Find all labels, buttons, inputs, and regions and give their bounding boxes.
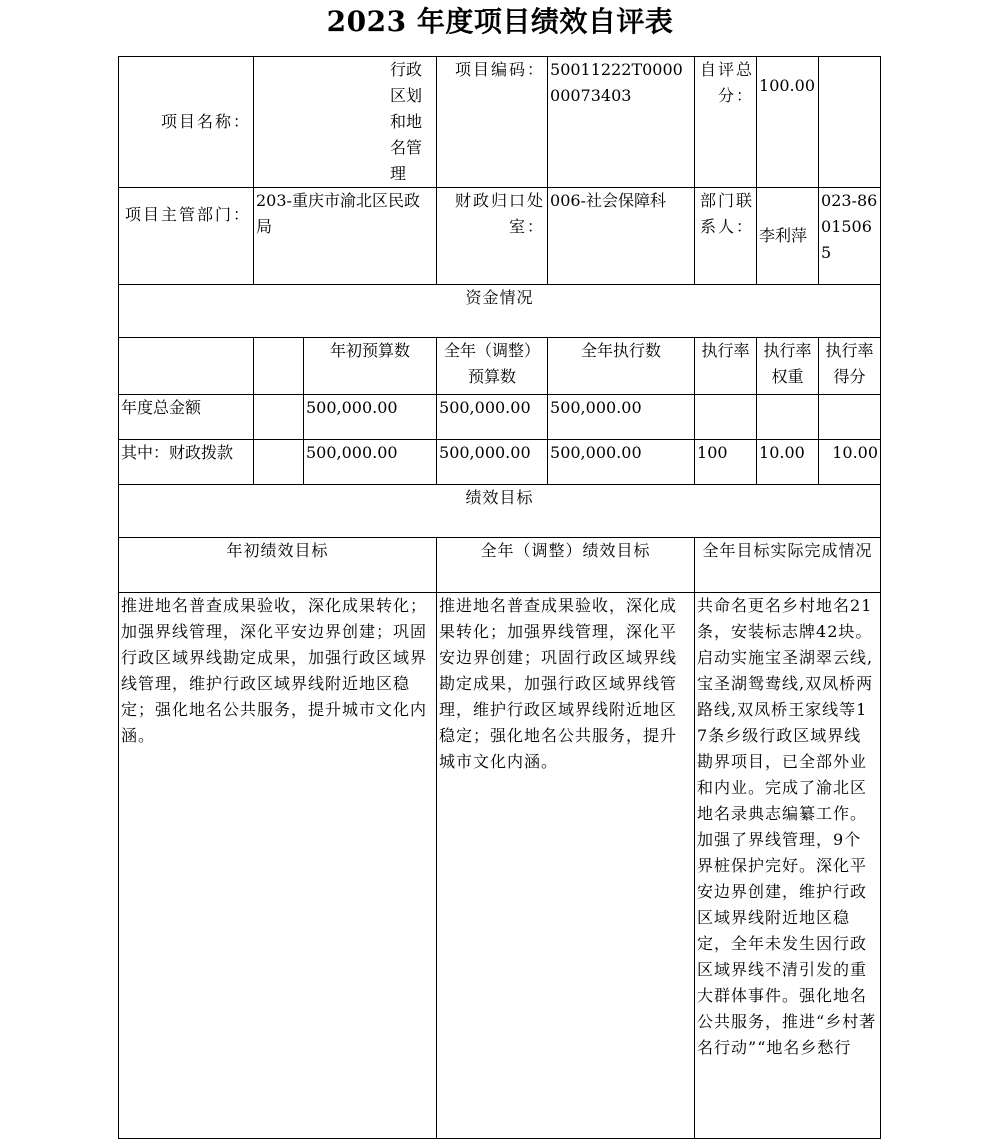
goals-body-row (119, 593, 881, 1139)
initial-budget-header: 年初预算数 (304, 338, 437, 395)
funds-row-executed: 500,000.00 (548, 395, 695, 440)
finance-office-label: 财政归口处室： (437, 188, 548, 285)
initial-goal-text: 推进地名普查成果验收，深化成果转化；加强界线管理，深化平安边界创建；巩固行政区域界线勘定成果，加强行政区域界线管理，维护行政区域界线附近地区稳定；强化地名公共服务，提升城市文化内涵。 (119, 593, 437, 1139)
funds-row-executed: 500,000.00 (548, 440, 695, 485)
page-title: 2023 年度项目绩效自评表 (326, 5, 674, 38)
executed-header: 全年执行数 (548, 338, 695, 395)
exec-rate-header: 执行率 (695, 338, 757, 395)
funds-section-title: 资金情况 (119, 285, 881, 338)
funds-row-rate: 100 (695, 440, 757, 485)
exec-score-header: 执行率得分 (819, 338, 881, 395)
finance-office-value: 006-社会保障科 (548, 188, 695, 285)
goals-header-row (119, 538, 881, 593)
empty-cell (819, 57, 881, 188)
funds-row-rate (695, 395, 757, 440)
dept-label: 项目主管部门： (119, 188, 254, 285)
adjusted-goal-header: 全年（调整）绩效目标 (437, 538, 695, 593)
funds-row-initial: 500,000.00 (304, 440, 437, 485)
contact-label: 部门联系人： (695, 188, 757, 285)
funds-row-label: 年度总金额 (119, 395, 254, 440)
funds-header-row (119, 338, 881, 395)
contact-value: 李利萍 (757, 188, 819, 285)
actual-goal-header: 全年目标实际完成情况 (695, 538, 881, 593)
info-row-1 (119, 57, 881, 188)
funds-header-blank-2 (254, 338, 304, 395)
initial-goal-header: 年初绩效目标 (119, 538, 437, 593)
self-score-label: 自评总分： (695, 57, 757, 188)
funds-row-weight: 10.00 (757, 440, 819, 485)
funds-row-blank (254, 395, 304, 440)
funds-row-label: 其中：财政拨款 (119, 440, 254, 485)
actual-goal-text: 共命名更名乡村地名21条，安装标志牌42块。启动实施宝圣湖翠云线,宝圣湖鸳鸯线,双凤桥两路线,双凤桥王家线等17条乡级行政区域界线勘界项目，已全部外业和内业。完成了渝北区地名录典志编纂工作。加强了界线管理，9个界桩保护完好。深化平安边界创建，维护行政区域界线附近地区稳定，全年未发生因行政区域界线不清引发的重大群体事件。强化地名公共服务，推进“乡村著名行动”“地名乡愁行 (695, 593, 881, 1139)
funds-row (119, 395, 881, 440)
adjusted-goal-text: 推进地名普查成果验收，深化成果转化；加强界线管理，深化平安边界创建；巩固行政区域界线勘定成果，加强行政区域界线管理，维护行政区域界线附近地区稳定；强化地名公共服务，提升城市文化内涵。 (437, 593, 695, 1139)
phone-value: 023-86015065 (819, 188, 881, 285)
funds-row-initial: 500,000.00 (304, 395, 437, 440)
funds-row-weight (757, 395, 819, 440)
exec-weight-header: 执行率权重 (757, 338, 819, 395)
funds-row-adjusted: 500,000.00 (437, 395, 548, 440)
project-code-value: 50011222T000000073403 (548, 57, 695, 188)
funds-row-blank (254, 440, 304, 485)
project-name-value: 行政区划和地名管理 (254, 57, 437, 188)
funds-header-blank (119, 338, 254, 395)
funds-row-adjusted: 500,000.00 (437, 440, 548, 485)
dept-value: 203-重庆市渝北区民政局 (254, 188, 437, 285)
funds-row (119, 440, 881, 485)
adjusted-budget-header: 全年（调整）预算数 (437, 338, 548, 395)
self-score-value: 100.00 (757, 57, 819, 188)
funds-row-score (819, 395, 881, 440)
evaluation-table (118, 56, 881, 1139)
info-row-2 (119, 188, 881, 285)
goals-section-title: 绩效目标 (119, 485, 881, 538)
project-code-label: 项目编码： (437, 57, 548, 188)
funds-section-row (119, 285, 881, 338)
funds-row-score: 10.00 (819, 440, 881, 485)
goals-section-row (119, 485, 881, 538)
project-name-label: 项目名称： (119, 57, 254, 188)
